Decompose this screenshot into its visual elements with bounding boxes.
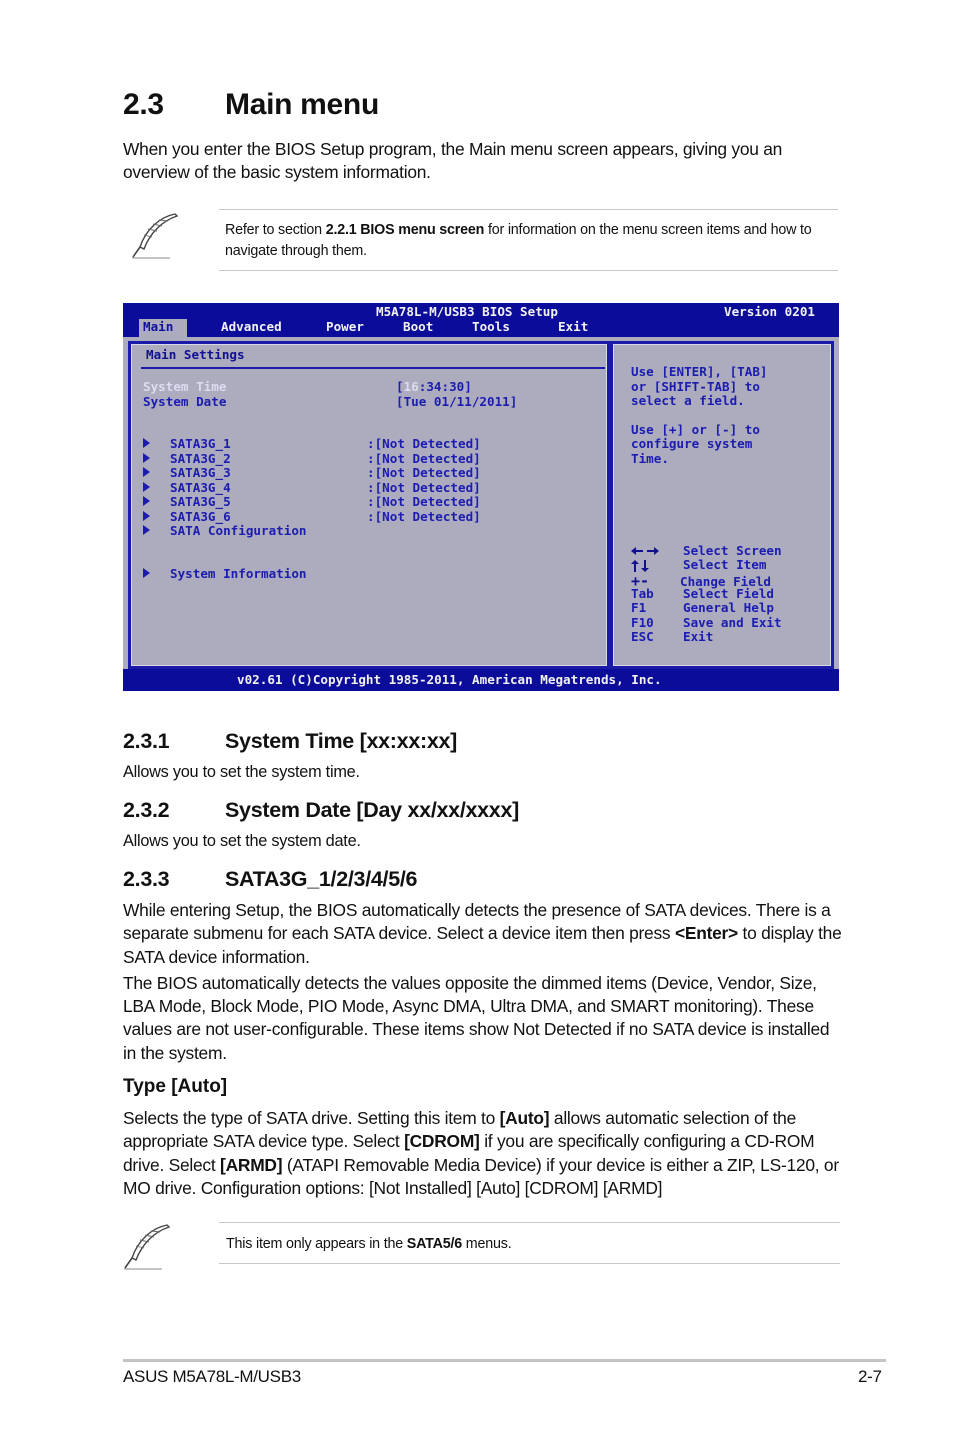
bios-copyright-bar <box>123 669 839 691</box>
type-t2: allows automatic selection of the appropriate SATA device type. Select <box>123 1108 797 1152</box>
bios-system-date-value[interactable]: [Tue 01/11/2011] <box>396 394 518 409</box>
bios-help-line: Use [+] or [-] to <box>631 422 760 437</box>
sata-paragraph-1 <box>123 899 843 969</box>
submenu-arrow-icon <box>143 525 150 535</box>
intro-text: When you enter the BIOS Setup program, the Main menu screen appears, giving you an overview of the basic system information. <box>123 139 783 183</box>
bios-key: F1 <box>631 600 647 615</box>
bios-sata-1-value: :[Not Detected] <box>367 436 481 451</box>
bios-sata-2-label[interactable]: SATA3G_2 <box>170 451 231 466</box>
note2-pre: This item only appears in the <box>226 1236 407 1252</box>
bios-tab-main[interactable]: Main <box>139 319 187 337</box>
bios-version: Version 0201 <box>724 304 815 319</box>
type-t1: Selects the type of SATA drive. Setting this item to <box>123 1108 500 1128</box>
bios-screen <box>123 303 839 691</box>
bios-menu-bar <box>123 303 839 337</box>
bios-tab-tools[interactable]: Tools <box>472 319 510 334</box>
type-b3: [ARMD] <box>220 1154 283 1175</box>
footer-divider <box>123 1359 886 1362</box>
bios-key-desc: Exit <box>683 629 714 644</box>
up-down-arrows-icon <box>631 560 649 572</box>
heading-number: 2.3 <box>123 88 164 121</box>
bios-title: M5A78L-M/USB3 BIOS Setup <box>376 304 558 319</box>
note2-text <box>226 1234 831 1255</box>
bios-copyright: v02.61 (C)Copyright 1985-2011, American Megatrends, Inc. <box>237 672 662 687</box>
left-right-arrows-icon <box>631 546 659 556</box>
bios-right-panel <box>610 341 834 669</box>
type-t4: (ATAPI Removable Media Device) if your device is either a ZIP, LS-120, or MO drive. Configuration options: [Not Installed] [Auto] [CDROM] [ARMD] <box>123 1154 839 1198</box>
bios-key-desc: Select Field <box>683 586 774 601</box>
bios-key-desc: General Help <box>683 600 774 615</box>
submenu-arrow-icon <box>143 496 150 506</box>
type-b1: [Auto] <box>499 1108 550 1128</box>
bios-help-line: Time. <box>631 451 669 466</box>
bios-sata-6-value: :[Not Detected] <box>367 509 481 524</box>
note-box-2 <box>219 1222 840 1264</box>
bios-help-line: configure system <box>631 436 753 451</box>
submenu-arrow-icon <box>143 511 150 521</box>
time-open: [ <box>396 379 404 394</box>
bios-tab-exit[interactable]: Exit <box>558 319 589 334</box>
bios-help-line: or [SHIFT-TAB] to <box>631 379 760 394</box>
bios-sata-2-value: :[Not Detected] <box>367 451 481 466</box>
section-title: SATA3G_1/2/3/4/5/6 <box>225 867 418 891</box>
bios-key: ESC <box>631 629 654 644</box>
sata-paragraph-2: The BIOS automatically detects the values opposite the dimmed items (Device, Vendor, Size, LBA Mode, Block Mode, PIO Mode, Async DMA, Ultra DMA, and SMART monitoring). These values are not user-configurable. These items show Not Detected if no SATA device is installed in the system. <box>123 972 830 1063</box>
bios-key: F10 <box>631 615 654 630</box>
type-auto-heading: Type [Auto] <box>123 1076 228 1097</box>
submenu-arrow-icon <box>143 568 150 578</box>
p1-pre: While entering Setup, the BIOS automatically detects the presence of SATA devices. There is a separate submenu for each SATA device. Select a device item then press <box>123 900 831 944</box>
section-2-3-1-heading <box>123 729 457 754</box>
bios-system-date-label[interactable]: System Date <box>143 394 227 409</box>
bios-section-title: Main Settings <box>146 347 245 362</box>
footer-left: ASUS M5A78L-M/USB3 <box>123 1367 301 1386</box>
section-number: 2.3.3 <box>123 867 170 891</box>
note2-post: menus. <box>462 1236 512 1252</box>
bios-key-desc: Change Field <box>680 574 771 589</box>
section-2-3-1-text: Allows you to set the system time. <box>123 763 360 781</box>
type-paragraph <box>123 1107 843 1200</box>
bios-key: +- <box>631 572 650 590</box>
section-title: System Date [Day xx/xx/xxxx] <box>225 798 519 822</box>
submenu-arrow-icon <box>143 438 150 448</box>
note1-pre: Refer to section <box>225 222 326 238</box>
bios-sata-4-label[interactable]: SATA3G_4 <box>170 480 231 495</box>
type-b2: [CDROM] <box>404 1131 480 1152</box>
bios-help-line: select a field. <box>631 393 745 408</box>
bios-help-line: Use [ENTER], [TAB] <box>631 364 768 379</box>
time-rest: :34:30] <box>418 379 472 394</box>
note1-text <box>225 220 830 261</box>
type-t3: if you are specifically configuring a CD-ROM drive. Select <box>123 1131 815 1175</box>
bios-system-information[interactable]: System Information <box>170 566 307 581</box>
footer-page-number: 2-7 <box>858 1367 882 1386</box>
page-heading <box>123 88 379 122</box>
p1-bold: <Enter> <box>674 923 738 944</box>
section-number: 2.3.1 <box>123 729 170 753</box>
bios-sata-5-value: :[Not Detected] <box>367 494 481 509</box>
section-2-3-2-heading <box>123 798 519 823</box>
bios-key-desc: Save and Exit <box>683 615 782 630</box>
bios-key-desc: Select Screen <box>683 543 782 558</box>
note2-bold: SATA5/6 <box>406 1236 463 1252</box>
time-hours: 16 <box>403 379 419 394</box>
note1-bold: 2.2.1 BIOS menu screen <box>325 222 485 238</box>
bios-sata-config[interactable]: SATA Configuration <box>170 523 307 538</box>
bios-system-time-label[interactable]: System Time <box>143 379 227 394</box>
bios-left-panel <box>128 341 610 669</box>
bios-sata-6-label[interactable]: SATA3G_6 <box>170 509 231 524</box>
bios-key-desc: Select Item <box>683 557 767 572</box>
bios-tab-advanced[interactable]: Advanced <box>221 319 282 334</box>
submenu-arrow-icon <box>143 453 150 463</box>
type-auto-body <box>123 1107 843 1203</box>
note1-post: for information on the menu screen items and how to navigate through them. <box>225 222 812 259</box>
section-2-3-3-body <box>123 899 843 1068</box>
heading-title: Main menu <box>225 88 379 121</box>
section-number: 2.3.2 <box>123 798 170 822</box>
bios-sata-3-value: :[Not Detected] <box>367 465 481 480</box>
feather-note-icon <box>122 1222 174 1272</box>
submenu-arrow-icon <box>143 482 150 492</box>
bios-system-time-value[interactable] <box>396 379 472 394</box>
bios-tab-power[interactable]: Power <box>326 319 364 334</box>
bios-key: Tab <box>631 586 654 601</box>
feather-note-icon <box>130 211 182 261</box>
bios-section-divider <box>141 367 605 369</box>
bios-tab-boot[interactable]: Boot <box>403 319 434 334</box>
bios-sata-5-label[interactable]: SATA3G_5 <box>170 494 231 509</box>
submenu-arrow-icon <box>143 467 150 477</box>
section-2-3-3-heading <box>123 867 417 892</box>
note-box-1 <box>219 209 838 271</box>
intro-paragraph <box>123 138 843 188</box>
p1-post: to display the SATA device information. <box>123 923 842 967</box>
bios-sata-1-label[interactable]: SATA3G_1 <box>170 436 231 451</box>
section-title: System Time [xx:xx:xx] <box>225 729 458 753</box>
bios-sata-3-label[interactable]: SATA3G_3 <box>170 465 231 480</box>
bios-sata-4-value: :[Not Detected] <box>367 480 481 495</box>
section-2-3-2-text: Allows you to set the system date. <box>123 832 361 850</box>
